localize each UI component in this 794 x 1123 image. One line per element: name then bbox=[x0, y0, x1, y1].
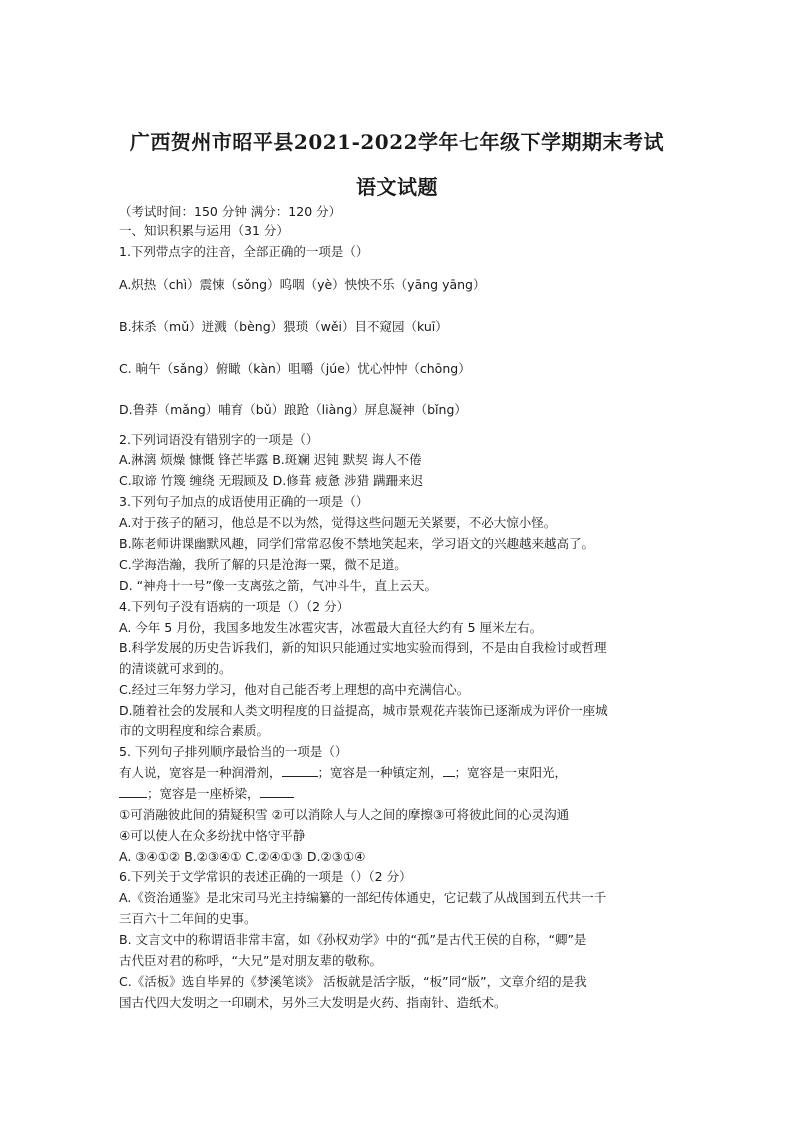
passage-text: ；宽容是一座桥梁， bbox=[147, 786, 260, 801]
question-4-option-d-line-1: D.随着社会的发展和人类文明程度的日益提高，城市景观花卉装饰已逐渐成为评价一座城 bbox=[119, 703, 608, 718]
question-6-option-c-line-1: C.《活板》选自毕昇的《梦溪笔谈》 活板就是活字版，“板”同“版”，文章介绍的是我 bbox=[119, 974, 587, 989]
question-5-passage-line-1 bbox=[119, 764, 567, 782]
question-4-option-c: C.经过三年努力学习，他对自己能否考上理想的高中充满信心。 bbox=[119, 682, 470, 697]
question-6-option-b-line-1: B. 文言文中的称谓语非常丰富，如《孙权劝学》中的“孤”是古代王侯的自称，“卿”是 bbox=[119, 932, 587, 947]
question-4-option-a: A. 今年 5 月份，我国多地发生冰雹灾害，冰雹最大直径大约有 5 厘米左右。 bbox=[119, 620, 543, 635]
question-1-option-c: C. 晌午（sǎng）俯瞰（kàn）咀嚼（júe）忧心忡忡（chōng） bbox=[119, 361, 471, 376]
question-4-option-d-line-2: 市的文明程度和综合素质。 bbox=[119, 723, 270, 738]
question-2-stem: 2.下列词语没有错别字的一项是（） bbox=[119, 432, 319, 447]
question-5-stem: 5. 下列句子排列顺序最恰当的一项是（） bbox=[119, 744, 348, 759]
exam-info: （考试时间：150 分钟 满分：120 分） bbox=[119, 204, 342, 219]
question-5-passage-line-2 bbox=[119, 785, 294, 803]
question-5-sentences-line-1: ①可消融彼此间的猜疑积雪 ②可以消除人与人之间的摩擦③可将彼此间的心灵沟通 bbox=[119, 807, 570, 822]
answer-blank bbox=[260, 785, 294, 798]
question-3-option-d: D. “神舟十一号”像一支离弦之箭，气冲斗牛，直上云天。 bbox=[119, 578, 438, 593]
question-4-option-b-line-2: 的清谈就可求到的。 bbox=[119, 661, 232, 676]
question-3-stem: 3.下列句子加点的成语使用正确的一项是（） bbox=[119, 494, 369, 509]
question-4-option-b-line-1: B.科学发展的历史告诉我们，新的知识只能通过实地实验而得到，不是由自我检讨或哲理 bbox=[119, 640, 607, 655]
answer-blank bbox=[282, 764, 318, 777]
question-2-options-line-2: C.取谛 竹篾 缠绕 无瑕顾及 D.修葺 疲惫 涉猎 蹒跚来迟 bbox=[119, 473, 424, 488]
page-subtitle: 语文试题 bbox=[356, 175, 438, 199]
question-1-option-d: D.鲁莽（mǎng）哺育（bǔ）踉跄（liàng）屏息凝神（bǐng） bbox=[119, 402, 467, 417]
question-3-option-b: B.陈老师讲课幽默风趣，同学们常常忍俊不禁地笑起来，学习语文的兴趣越来越高了。 bbox=[119, 536, 595, 551]
passage-text: 有人说，宽容是一种润滑剂， bbox=[119, 765, 282, 780]
question-6-option-c-line-2: 国古代四大发明之一印刷术，另外三大发明是火药、指南针、造纸术。 bbox=[119, 995, 507, 1010]
section-heading: 一、知识积累与运用（31 分） bbox=[119, 223, 289, 238]
question-3-option-a: A.对于孩子的陋习，他总是不以为然，觉得这些问题无关紧要，不必大惊小怪。 bbox=[119, 515, 557, 530]
page-title: 广西贺州市昭平县2021-2022学年七年级下学期期末考试 bbox=[129, 130, 665, 154]
question-5-choices: A. ③④①② B.②③④① C.②④①③ D.②③①④ bbox=[119, 849, 366, 864]
question-4-stem: 4.下列句子没有语病的一项是（）（2 分） bbox=[119, 599, 350, 614]
question-6-option-b-line-2: 古代臣对君的称呼，“大兄”是对朋友辈的敬称。 bbox=[119, 953, 382, 968]
question-6-option-a-line-2: 三百六十二年间的史事。 bbox=[119, 911, 257, 926]
answer-blank bbox=[119, 785, 147, 798]
question-3-option-c: C.学海浩瀚，我所了解的只是沧海一粟，微不足道。 bbox=[119, 557, 407, 572]
question-6-stem: 6.下列关于文学常识的表述正确的一项是（）（2 分） bbox=[119, 869, 412, 884]
question-1-option-b: B.抹杀（mǔ）迸溅（bèng）猥琐（wěi）目不窥园（kuī） bbox=[119, 319, 448, 334]
question-1-option-a: A.炽热（chì）震悚（sǒng）呜咽（yè）怏怏不乐（yāng yāng） bbox=[119, 277, 486, 292]
question-1-stem: 1.下列带点字的注音，全部正确的一项是（） bbox=[119, 244, 369, 259]
passage-text: ；宽容是一种镇定剂， bbox=[317, 765, 443, 780]
question-5-sentences-line-2: ④可以使人在众多纷扰中恪守平静 bbox=[119, 828, 306, 843]
answer-blank bbox=[443, 764, 455, 777]
question-2-options-line-1: A.淋漓 烦燥 慷慨 锋芒毕露 B.斑斓 迟钝 默契 诲人不倦 bbox=[119, 452, 422, 467]
passage-text: ；宽容是一束阳光， bbox=[454, 765, 568, 780]
question-6-option-a-line-1: A.《资治通鉴》是北宋司马光主持编纂的一部纪传体通史，它记载了从战国到五代共一千 bbox=[119, 890, 607, 905]
